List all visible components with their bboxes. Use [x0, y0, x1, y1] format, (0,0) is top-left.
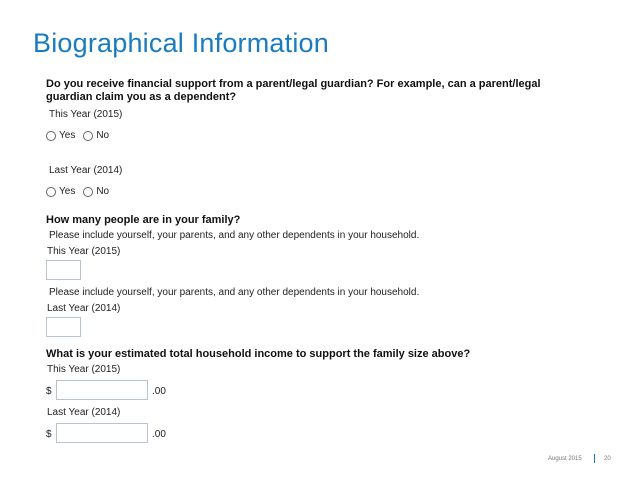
footer-divider [594, 454, 595, 463]
q2-question: How many people are in your family? [46, 214, 241, 226]
radio-circle-icon[interactable] [83, 187, 93, 197]
radio-label-yes: Yes [59, 130, 76, 141]
q1-this-year-no-radio[interactable] [83, 130, 109, 141]
q2-this-year-label: This Year (2015) [47, 246, 121, 257]
q3-last-year-cents-suffix: .00 [152, 429, 166, 440]
radio-circle-icon[interactable] [83, 131, 93, 141]
q2-last-year-family-size-input[interactable] [46, 317, 81, 337]
q3-last-year-dollar-sign: $ [46, 429, 52, 440]
q1-last-year-no-radio[interactable] [83, 186, 109, 197]
q1-question-line1: Do you receive financial support from a parent/legal guardian? For example, can a parent/legal [46, 78, 541, 90]
radio-circle-icon[interactable] [46, 187, 56, 197]
q3-this-year-dollar-sign: $ [46, 386, 52, 397]
radio-label-no: No [96, 130, 110, 141]
q1-this-year-label: This Year (2015) [49, 109, 123, 120]
q3-this-year-cents-suffix: .00 [152, 386, 166, 397]
q3-this-year-income-input[interactable] [56, 380, 148, 400]
q3-this-year-label: This Year (2015) [47, 364, 121, 375]
q3-last-year-label: Last Year (2014) [47, 407, 121, 418]
q1-last-year-yes-radio[interactable] [46, 186, 75, 197]
q1-this-year-radio-group [46, 130, 117, 141]
q3-last-year-income-input[interactable] [56, 423, 148, 443]
radio-label-no: No [96, 186, 110, 197]
q3-question: What is your estimated total household income to support the family size above? [46, 348, 471, 360]
q1-last-year-radio-group [46, 186, 117, 197]
radio-circle-icon[interactable] [46, 131, 56, 141]
footer-date: August 2015 [548, 456, 582, 462]
radio-label-yes: Yes [59, 186, 76, 197]
q2-instruction-last-year: Please include yourself, your parents, and any other dependents in your household. [49, 287, 420, 298]
q2-this-year-family-size-input[interactable] [46, 260, 81, 280]
q2-last-year-label: Last Year (2014) [47, 303, 121, 314]
q1-this-year-yes-radio[interactable] [46, 130, 75, 141]
q2-instruction-this-year: Please include yourself, your parents, and any other dependents in your household. [49, 230, 420, 241]
page-number: 20 [604, 456, 611, 462]
q1-question-line2: guardian claim you as a dependent? [46, 91, 237, 103]
q1-last-year-label: Last Year (2014) [49, 165, 123, 176]
page-title: Biographical Information [33, 28, 329, 58]
